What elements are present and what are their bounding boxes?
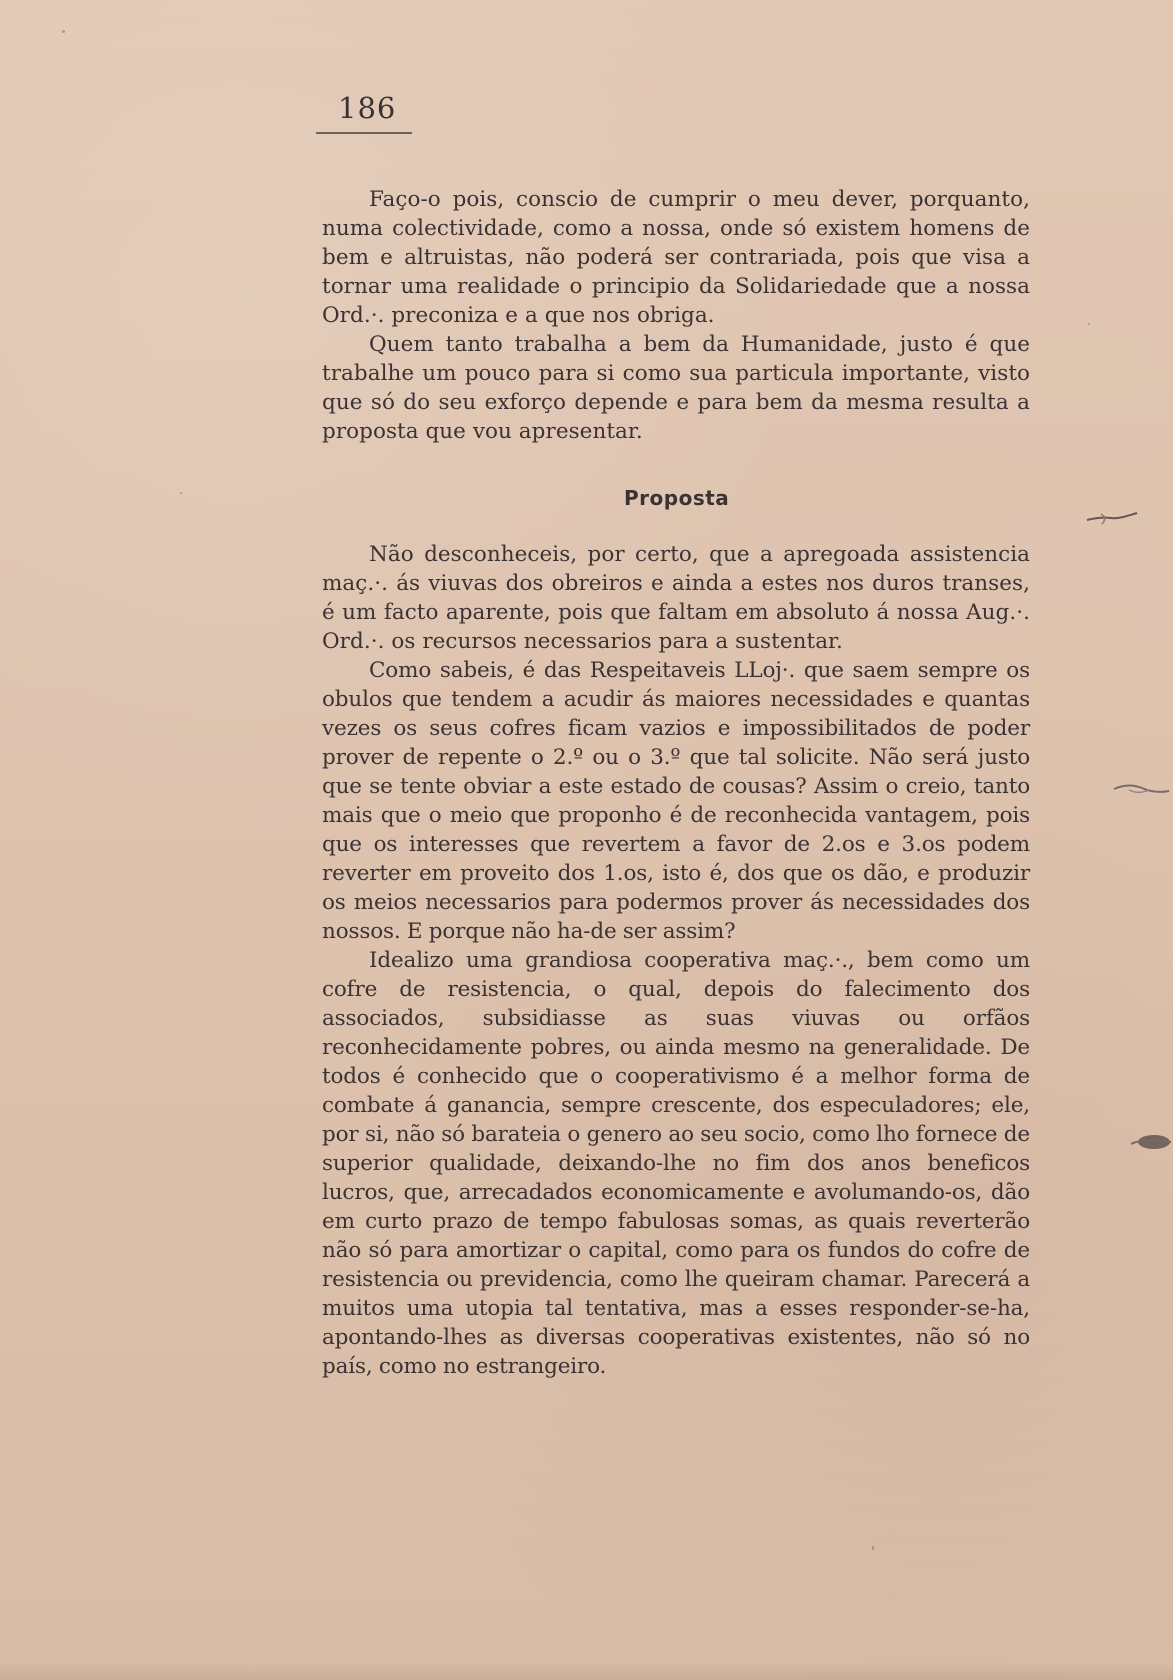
- intro-text: [322, 185, 1030, 446]
- paper-speck: [62, 30, 65, 33]
- intro-paragraph-2: Quem tanto trabalha a bem da Humanidade, justo é que trabalhe um pouco para si como sua particula importante, visto que só do seu exforço depende e para bem da mesma resulta a proposta que vou apresentar.: [322, 332, 1030, 444]
- section-title: Proposta: [624, 486, 730, 510]
- paper-speck: [872, 1546, 874, 1550]
- proposal-text: [322, 540, 1030, 1381]
- proposal-paragraph-2: Como sabeis, é das Respeitaveis LLoj·. que saem sempre os obulos que tendem a acudir ás maiores necessidades e quantas vezes os seus cofres ficam vazios e impossibilitados de poder prover de repente o 2.º ou o 3.º que tal solicite. Não será justo que se tente obviar a este estado de cousas? Assim o creio, tanto mais que o meio que proponho é de reconhecida vantagem, pois que os interesses que revertem a favor de 2.os e 3.os podem reverter em proveito dos 1.os, isto é, dos que os dão, e produzir os meios necessarios para podermos prover ás necessidades dos nossos. E porque não ha-de ser assim?: [322, 658, 1030, 944]
- page-number: 186: [338, 91, 397, 125]
- margin-stain-1: [1085, 509, 1139, 527]
- page-number-rule: [316, 132, 412, 134]
- bottom-shadow: [0, 1662, 1173, 1680]
- intro-paragraph-1: Faço-o pois, conscio de cumprir o meu dever, porquanto, numa colectividade, como a nossa, onde só existem homens de bem e altruistas, não poderá ser contrariada, pois que visa a tornar uma realidade o principio da Solidariedade que a nossa Ord.·. preconiza e a que nos obriga.: [322, 187, 1030, 328]
- proposal-paragraph-3: Idealizo uma grandiosa cooperativa maç.·., bem como um cofre de resistencia, o qual, depois do falecimento dos associados, subsidiasse as suas viuvas ou orfãos reconhecidamente pobres, ou ainda mesmo na generalidade. De todos é conhecido que o cooperativismo é a melhor forma de combate á ganancia, sempre crescente, dos especuladores; ele, por si, não só barateia o genero ao seu socio, como lho fornece de superior qualidade, deixando-lhe no fim dos anos beneficos lucros, que, arrecadados economicamente e avolumando-os, dão em curto prazo de tempo fabulosas somas, as quais reverterão não só para amortizar o capital, como para os fundos do cofre de resistencia ou previdencia, como lhe queiram chamar. Parecerá a muitos uma utopia tal tentativa, mas a esses responder-se-ha, apontando-lhes as diversas cooperativas existentes, não só no país, como no estrangeiro.: [322, 948, 1030, 1379]
- paper-speck: [180, 492, 182, 494]
- paper-speck: [1088, 323, 1090, 325]
- margin-stain-2: [1111, 781, 1172, 799]
- proposal-paragraph-1: Não desconheceis, por certo, que a apregoada assistencia maç.·. ás viuvas dos obreiros e ainda a estes nos duros transes, é um facto aparente, pois que faltam em absoluto á nossa Aug.·. Ord.·. os recursos necessarios para a sustentar.: [322, 542, 1030, 654]
- margin-stain-3: [1129, 1130, 1173, 1154]
